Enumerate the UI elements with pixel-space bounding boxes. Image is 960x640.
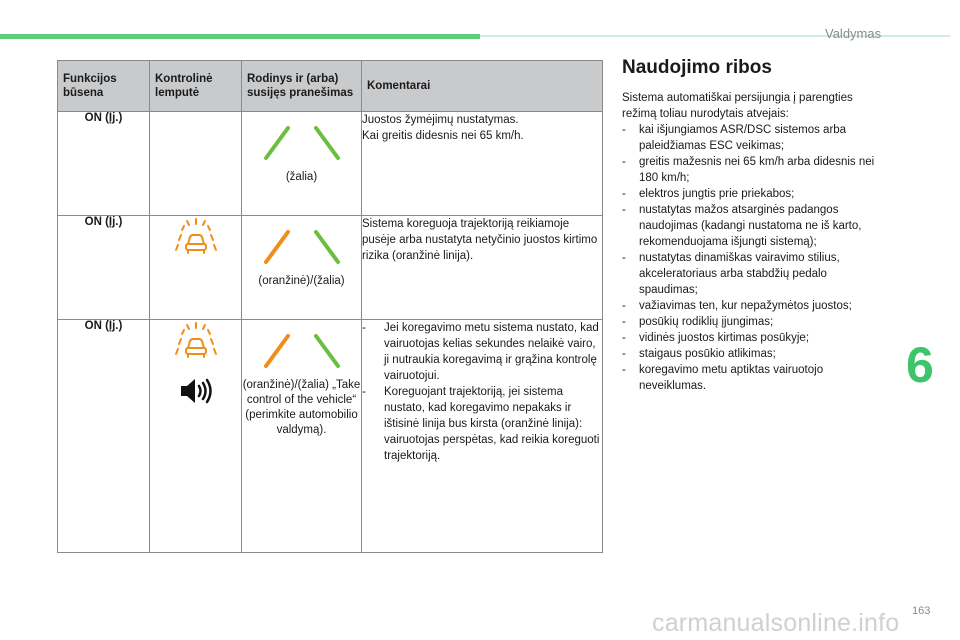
state-cell: ON (Įj.) (58, 320, 150, 553)
lamp-cell (150, 112, 242, 216)
state-cell: ON (Įj.) (58, 216, 150, 320)
list-item: - kai išjungiamos ASR/DSC sistemos arba paleidžiamas ESC veikimas; (622, 122, 887, 154)
section-title: Valdymas (825, 26, 882, 41)
lamp-cell (150, 320, 242, 553)
watermark: carmanualsonline.info (652, 609, 900, 637)
header-lamp: Kontrolinė lemputė (150, 61, 242, 112)
list-item: - koregavimo metu aptiktas vairuotojo neveiklumas. (622, 362, 887, 394)
comment-line: Kai greitis didesnis nei 65 km/h. (362, 130, 524, 142)
lane-lines-orange-green-icon (252, 228, 352, 266)
display-label: (žalia) (285, 171, 318, 183)
comment-line: Juostos žymėjimų nustatymas. (362, 114, 519, 126)
display-label: (oranžinė)/(žalia) „Take control of the vehicle“ (perimkite automobilio valdymą). (242, 379, 361, 436)
lane-assist-warning-icon (173, 216, 219, 262)
table-row (58, 320, 603, 553)
list-item: - nustatytas mažos atsarginės padangos naudojimas (kadangi nustatoma ne iš karto, rekomenduojama išjungti sistemą); (622, 202, 887, 250)
page-number: 163 (912, 605, 931, 617)
list-item: - staigaus posūkio atlikimas; (622, 346, 887, 362)
list-item: - Koreguojant trajektoriją, jei sistema nustato, kad koregavimo nepakaks ir ištisinė linija bus kirsta (oranžinė linija): vairuotojas perspėtas, kad reikia koreguoti trajektoriją. (362, 384, 602, 464)
display-cell (242, 320, 362, 553)
comment-cell (362, 112, 603, 216)
display-cell (242, 216, 362, 320)
display-label: (oranžinė)/(žalia) (258, 275, 345, 287)
list-item: - elektros jungtis prie priekabos; (622, 186, 887, 202)
list-item: - posūkių rodiklių įjungimas; (622, 314, 887, 330)
table-row (58, 216, 603, 320)
top-accent-bar (0, 34, 480, 39)
lane-lines-green-icon (252, 124, 352, 162)
lane-assist-warning-icon (173, 320, 219, 366)
table-row (58, 112, 603, 216)
limits-list (622, 122, 887, 394)
header-comment: Komentarai (362, 61, 603, 112)
table-header-row (58, 61, 603, 112)
display-cell (242, 112, 362, 216)
limits-title: Naudojimo ribos (622, 57, 772, 78)
limits-intro: Sistema automatiškai persijungia į parengties režimą toliau nurodytais atvejais: (622, 92, 853, 120)
lane-lines-orange-green-icon (252, 332, 352, 370)
list-item: - važiavimas ten, kur nepažymėtos juostos; (622, 298, 887, 314)
list-item: - vidinės juostos kirtimas posūkyje; (622, 330, 887, 346)
comment-cell (362, 320, 603, 553)
audible-signal-icon (176, 374, 216, 408)
limits-section (622, 56, 887, 394)
header-display: Rodinys ir (arba) susijęs pranešimas (242, 61, 362, 112)
list-item: - nustatytas dinamiškas vairavimo stilius, akceleratoriaus arba stabdžių pedalo spaudimas; (622, 250, 887, 298)
list-item: - greitis mažesnis nei 65 km/h arba didesnis nei 180 km/h; (622, 154, 887, 186)
header-state: Funkcijos būsena (58, 61, 150, 112)
function-table (57, 60, 603, 553)
state-cell: ON (Įj.) (58, 112, 150, 216)
comment-list (362, 320, 602, 464)
lamp-cell (150, 216, 242, 320)
comment-cell: Sistema koreguoja trajektoriją reikiamoje pusėje arba nustatyta netyčinio juostos kirtimo rizika (oranžinė linija). (362, 216, 603, 320)
list-item: - Jei koregavimo metu sistema nustato, kad vairuotojas kelias sekundes nelaikė vairo, ji nutraukia koregavimą ir grąžina kontrolę vairuotojui. (362, 320, 602, 384)
chapter-number: 6 (906, 337, 934, 393)
